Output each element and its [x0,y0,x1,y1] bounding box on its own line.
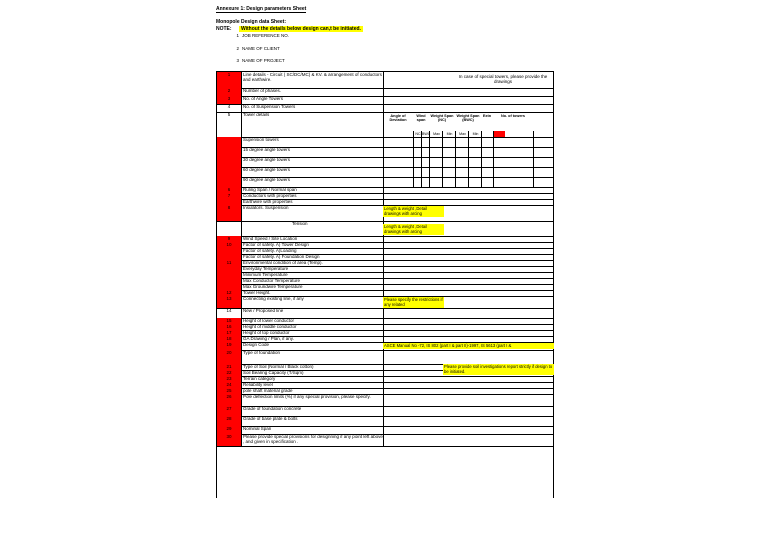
row-value-cell[interactable] [383,147,384,157]
row-number [217,147,242,157]
table-row [217,350,553,365]
row-number: 12 [217,290,242,296]
row-value-cell[interactable] [383,157,384,167]
row-label: Wind Speed / Site Location [243,236,298,241]
row-number: 25 [217,388,242,394]
grid-line [455,131,456,187]
tower-col-header: Angle of Deviation [389,114,407,122]
design-code-value: ASCE Manual No -72, IS 802 (part I & part II)-1997, IS 5613 (part I & [383,343,554,349]
tower-subheader: Min [442,131,456,137]
row-number [217,177,242,187]
row-label: pole shaft material grade [243,388,293,393]
row-number: 10 [217,242,242,248]
row-number: 29 [217,426,242,434]
row-number: 21 [217,364,242,370]
row-number: 18 [217,336,242,342]
row-label: Tension [292,221,308,226]
tower-col-header: Weight Span (NC) [430,114,454,122]
grid-line [413,131,414,187]
row-label: Soil Bearing Capacity (T/Sqm) [243,370,304,375]
tower-subheader: Max [429,131,443,137]
row-label: Factor of safety. A) Tower Design [243,242,309,247]
row-label: Everyday Temperature [243,266,289,271]
row-number: 4 [217,104,242,112]
restriction-note: Please specify the restrictions if any related [384,297,443,307]
row-label: Earthwire with properties [243,199,293,204]
tower-col-header: No. of towers [500,114,526,118]
row-value-cell[interactable] [383,88,384,96]
row-number: 17 [217,330,242,336]
tower-col-header: Weight Span (BWC) [456,114,480,122]
row-value-cell[interactable] [383,137,384,147]
row-number: 1 [217,72,242,88]
row-label: Terrain category [243,376,276,381]
row-label: Insulators. Suspension [243,205,289,210]
row-number: 11 [217,260,242,266]
row-number: 7 [217,193,242,199]
grid-line [468,131,469,187]
tower-subheader: BWC [422,132,431,136]
row-label: Height of top conductor [243,330,290,335]
row-number: 8 [217,205,242,221]
row-number: 20 [217,350,242,364]
row-label: 60 degree angle towers [243,167,291,172]
row-label: 90 degree angle towers [243,177,291,182]
grid-line [442,131,443,187]
table-row [217,434,553,447]
row-number: 15 [217,318,242,324]
row-label: Grade of base plate & bolts [243,416,298,421]
row-number: 27 [217,406,242,416]
project-name-field[interactable] [232,58,285,63]
grid-line [481,131,482,187]
row-number: 22 [217,370,242,376]
row-number: 14 [217,308,242,318]
grid-line [429,131,430,187]
row-label: Factor of safety. A)Loading [243,248,297,253]
insulator-tension-note: Length & weight ,Detail drawings with arcing [383,224,444,235]
grid-line [421,131,422,187]
row-value-cell[interactable] [383,167,384,177]
design-sheet [216,6,552,490]
row-value-cell[interactable] [383,104,384,112]
row-label: Factor of safety. A) Foundation Design [243,254,320,259]
row-label: 15 degree angle towers [243,147,291,152]
tower-subheader: NC [413,131,422,137]
sheet-heading: Monopole Design data Sheet: [216,19,287,25]
row-number: 28 [217,416,242,426]
note-label: NOTE: [216,26,232,32]
row-label: Conductors with properties [243,193,297,198]
row-value-cell[interactable] [383,394,384,406]
row-number: 13 [217,296,242,308]
row-number: 5 [217,112,242,137]
row-number [217,137,242,147]
parameters-table [216,71,554,498]
row-number: 3 [217,96,242,104]
row-label: Max Groundwire Temperature [243,284,303,289]
grid-line [493,131,494,187]
row-label: No. of Suspension Towers [243,104,296,109]
row-label: Tower Height. [243,290,271,295]
row-label: Environmental condition of area (Temp). [243,260,323,265]
row-label: Grade of foundation concrete [243,406,302,411]
row-label: Max Conductor Temperature [243,278,300,283]
row-number [217,221,242,236]
row-label: Line details - Circuit ( SC/DC/MC) & KV. & arrangement of conductors and earthwire. [243,72,382,82]
row-number: 9 [217,236,242,242]
row-number [217,167,242,177]
row-label: No. of Angle Towers [243,96,283,101]
field-label: NAME OF CLIENT [242,46,280,51]
row-number: 24 [217,382,242,388]
field-label: NAME OF PROJECT [242,58,285,63]
field-number: 1 [236,33,239,38]
row-label: Type of foundation [243,350,281,355]
row-number: 30 [217,434,242,446]
row-value-cell[interactable] [383,177,384,187]
row-label: Nominal Span [243,426,272,431]
row-value-cell[interactable] [383,96,384,104]
row-value-cell[interactable] [383,406,384,416]
row-value-cell[interactable] [383,350,384,364]
tower-subheader: Min [468,131,482,137]
row-label: Connecting existing line, if any [243,296,304,301]
soil-investigation-note: Please provide soil investigations report strictly if design to be initiated. [444,364,553,374]
row-label: Please provide special provisions for designning if any point left above , and given in specification . [243,434,383,444]
client-name-field[interactable] [232,46,280,51]
row-label: Minimum Temperature [243,272,288,277]
row-number: 19 [217,342,242,350]
row-number [217,157,242,167]
row-label: Pole deflection limits (%) if any special provision, please specify. [243,394,371,399]
job-reference-field[interactable] [232,33,289,38]
row-value-cell[interactable] [383,308,384,318]
row-label: GA Drawing / Plan, if any. [243,336,294,341]
row-number: 26 [217,394,242,406]
row-label: Number of phases. [243,88,282,93]
row-label: Tower details [243,112,270,117]
row-value-cell[interactable] [383,416,384,426]
grid-line [533,131,534,187]
row-label: New / Proposed line [243,308,284,313]
row-label: 30 degree angle towers [243,157,291,162]
tower-subheader: Max [455,131,469,137]
insulator-suspension-note: Length & weight ,Detail drawings with arcing [383,206,444,217]
extn-marker [493,131,505,137]
row-number: 2 [217,88,242,96]
tower-col-header: Wind span [416,114,426,122]
row-value-cell[interactable] [383,434,384,446]
row-label: Height of lower conductor [243,318,295,323]
row-label: Design Code [243,342,270,347]
row-number: 6 [217,187,242,193]
row-value-cell[interactable] [383,426,384,434]
field-number: 3 [236,58,239,63]
sheet-title: Annexure 1: Design parameters Sheet [216,6,307,12]
field-label: JOB REFERENCE NO. [242,33,290,38]
row-label: Ruling Span / Normal span [243,187,297,192]
note-line [216,26,363,32]
row-value-cell[interactable] [383,72,384,88]
row-label: Supension towers [243,137,279,142]
row-number: 23 [217,376,242,382]
field-number: 2 [236,46,239,51]
row-label: Type of Soil (Normal / Black cotton) [243,364,314,369]
tower-col-header: Extn [482,114,492,118]
special-towers-note: In case of special towers, please provide the drawings [458,74,548,84]
note-text: Without the details below design can,t be initiated. [240,26,361,32]
row-label: Reliability level [243,382,273,387]
row-number: 16 [217,324,242,330]
row-label: Height of middle conductor [243,324,297,329]
